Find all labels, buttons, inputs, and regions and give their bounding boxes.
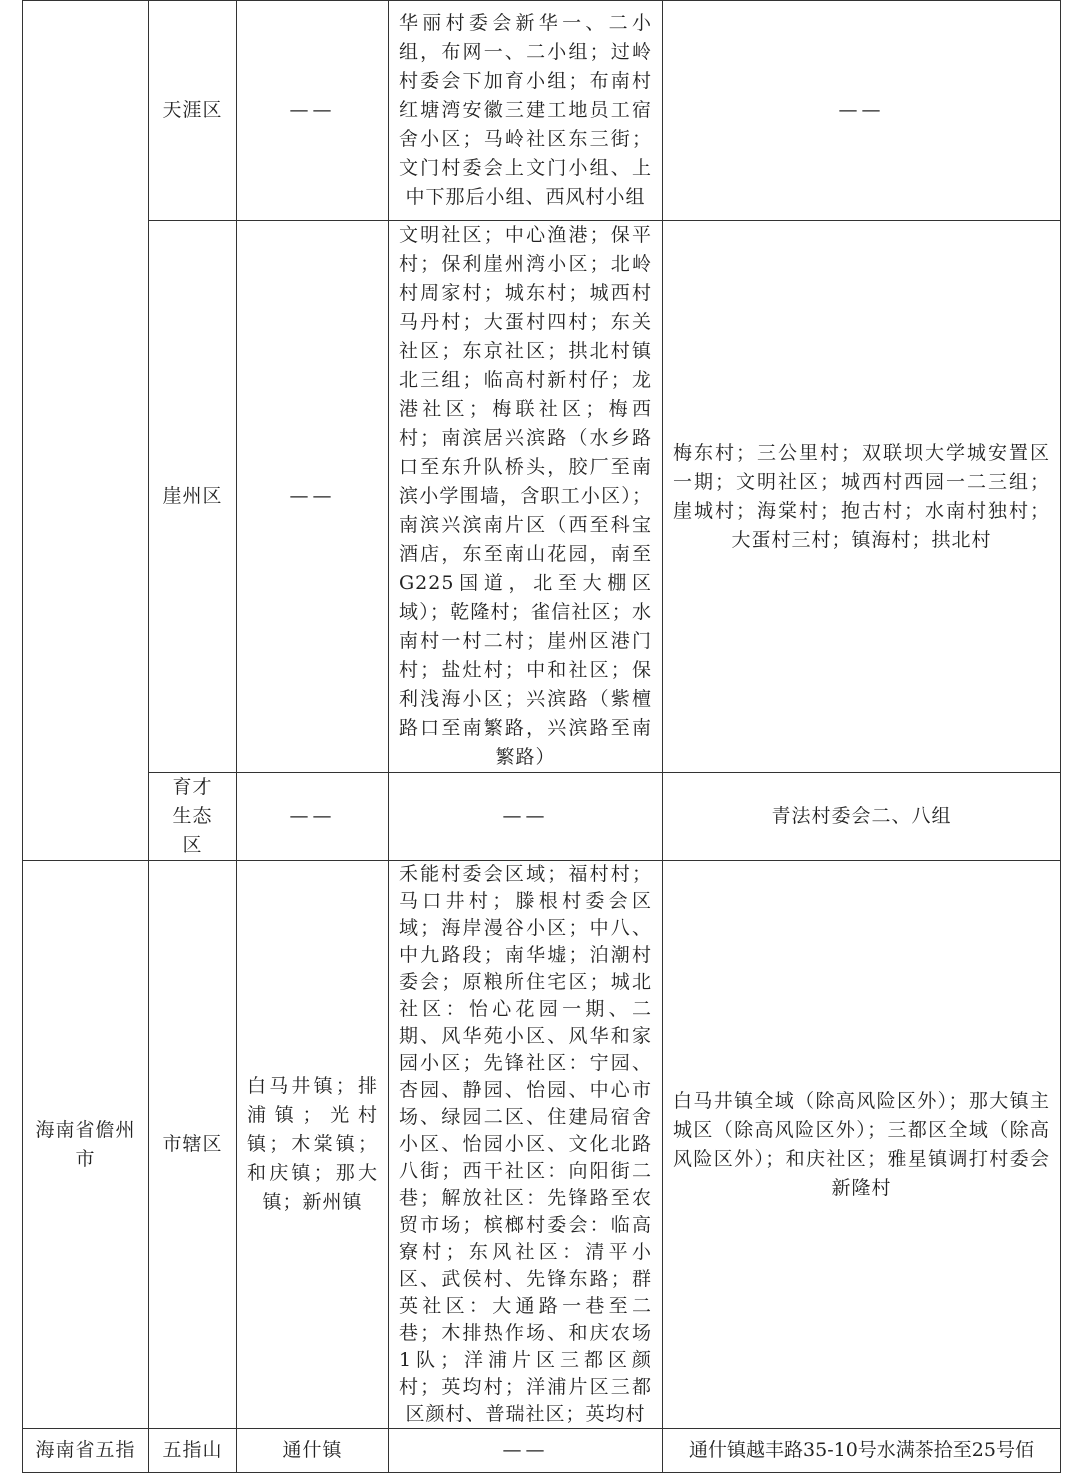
town-text: —— [289,805,336,827]
town-cell [237,773,389,861]
zone-text: 梅东村；三公里村；双联坝大学城安置区一期；文明社区；城西村西园一二三组；崖城村；海棠村；抱古村；水南村独村；大蛋村三村；镇海村；拱北村 [673,441,1050,551]
zone-text: 通什镇越丰路35-10号水满茶拾至25号佰 [689,1439,1034,1461]
district-cell [149,1,237,221]
area-text: 华丽村委会新华一、二小组，布网一、二小组；过岭村委会下加育小组；布南村红塘湾安徽三建工地员工宿舍小区；马岭社区东三街；文门村委会上文门小组、上中下那后小组、西风村小组 [399,12,652,208]
district-cell [149,221,237,773]
district-name: 市辖区 [162,1133,223,1155]
zone-cell [663,221,1061,773]
zone-text: —— [838,99,885,121]
town-text: 通什镇 [282,1439,343,1461]
area-cell [389,221,663,773]
district-name: 崖州区 [162,485,223,507]
table-row [23,861,1061,1429]
town-cell [237,861,389,1429]
zone-cell [663,1429,1061,1473]
area-text: 文明社区；中心渔港；保平村；保利崖州湾小区；北岭村周家村；城东村；城西村马丹村；大蛋村四村；东关社区；东京社区；拱北村镇北三组；临高村新村仔；龙港社区；梅联社区；梅西村；南滨居兴滨路（水乡路口至东升队桥头，胶厂至南滨小学围墙，含职工小区）；南滨兴滨南片区（西至科宝酒店，东至南山花园，南至G225国道，北至大棚区域）；乾隆村；雀信社区；水南村一村二村；崖州区港门村；盐灶村；中和社区；保利浅海小区；兴滨路（紫檀路口至南繁路，兴滨路至南繁路） [399,224,652,768]
zone-cell [663,861,1061,1429]
table-row [23,1,1061,221]
risk-area-table [22,0,1061,1473]
city-name: 海南省儋州市 [35,1118,136,1170]
zone-cell [663,1,1061,221]
area-cell [389,1,663,221]
area-text: 禾能村委会区域；福村村；马口井村；滕根村委会区域；海岸漫谷小区；中八、中九路段；南华墟；泊潮村委会；原粮所住宅区；城北社区：怡心花园一期、二期、风华苑小区、风华和家园小区；先锋社区：宁园、杏园、静园、怡园、中心市场、绿园二区、住建局宿舍小区、怡园小区、文化北路八街；西干社区：向阳街二巷；解放社区：先锋路至农贸市场；槟榔村委会：临高寮村；东风社区：清平小区、武侯村、先锋东路；群英社区：大通路一巷至二巷；木排热作场、和庆农场1队；洋浦片区三都区颜村；英均村；洋浦片区三都区颜村、普瑞社区；英均村 [399,863,652,1425]
district-name: 育才生态区 [172,776,213,856]
city-cell [23,1,149,861]
town-cell [237,221,389,773]
district-name: 五指山 [162,1439,223,1461]
area-cell [389,1429,663,1473]
town-cell [237,1429,389,1473]
table-row [23,1429,1061,1473]
city-cell [23,861,149,1429]
area-cell [389,773,663,861]
area-text: —— [502,1439,549,1461]
town-text: 白马井镇；排浦镇；光村镇；木棠镇；和庆镇；那大镇；新州镇 [247,1075,378,1213]
zone-text: 青法村委会二、八组 [771,805,952,827]
town-text: —— [289,485,336,507]
district-cell [149,773,237,861]
area-text: —— [502,805,549,827]
district-cell [149,861,237,1429]
town-cell [237,1,389,221]
town-text: —— [289,99,336,121]
city-cell [23,1429,149,1473]
district-name: 天涯区 [162,99,223,121]
zone-text: 白马井镇全域（除高风险区外）；那大镇主城区（除高风险区外）；三都区全域（除高风险区外）；和庆社区；雅星镇调打村委会新隆村 [673,1089,1050,1199]
table-row [23,221,1061,773]
table-row [23,773,1061,861]
area-cell [389,861,663,1429]
city-name: 海南省五指 [35,1439,136,1461]
zone-cell [663,773,1061,861]
district-cell [149,1429,237,1473]
